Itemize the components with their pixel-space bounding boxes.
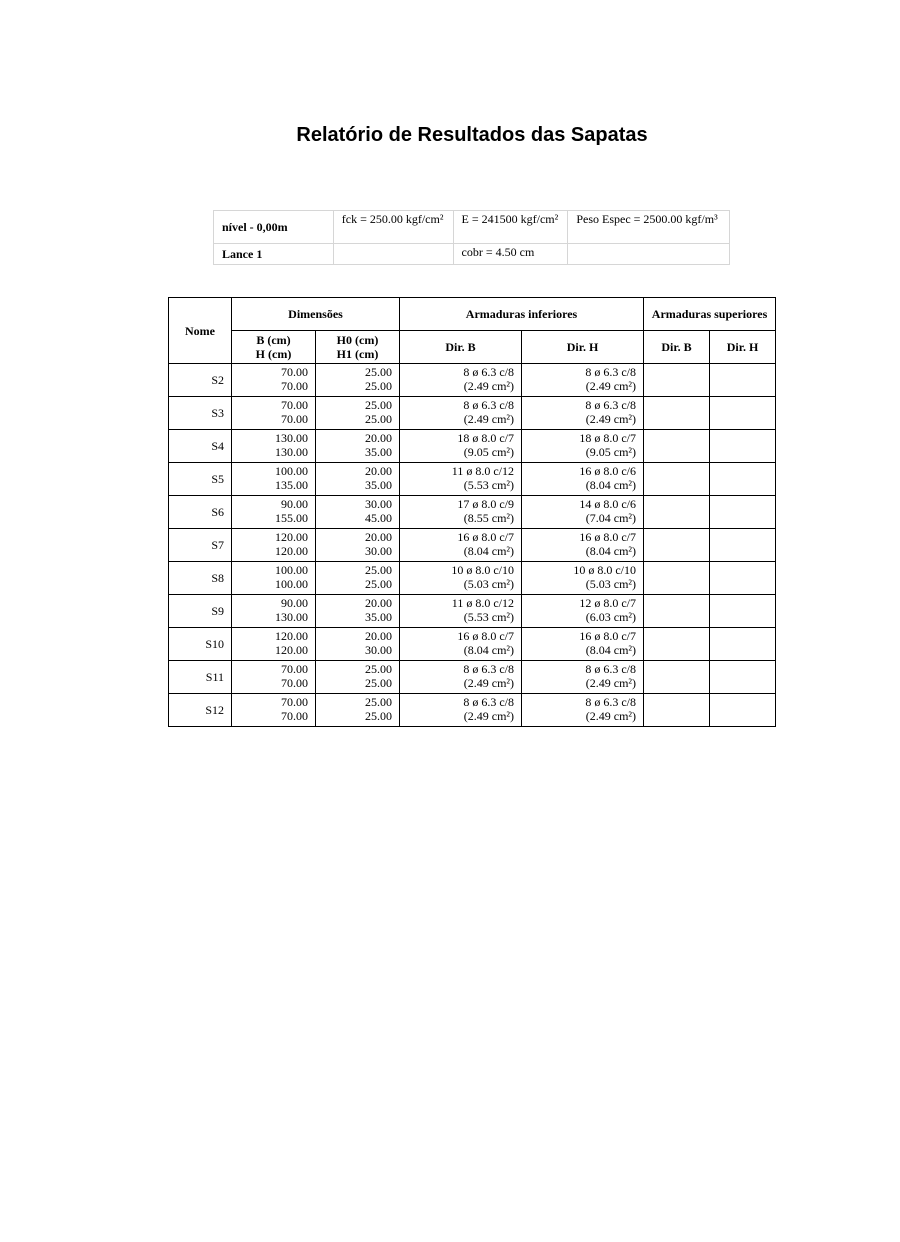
inf-dir-h-cell [522, 496, 644, 529]
dim-b-h-cell [232, 628, 316, 661]
dim-h1: 45.00 [365, 511, 393, 525]
sup-dir-b-cell [644, 397, 710, 430]
inf-dir-h-bars: 8 ø 6.3 c/8 [585, 662, 637, 676]
dim-b: 100.00 [275, 464, 308, 478]
inf-dir-b-bars: 8 ø 6.3 c/8 [463, 662, 515, 676]
dim-h0-h1-cell [316, 694, 400, 727]
header-dimensoes: Dimensões [232, 298, 400, 331]
inf-dir-b-area: (5.03 cm²) [463, 577, 515, 591]
inf-dir-b-area: (8.04 cm²) [463, 643, 515, 657]
inf-dir-b-area: (2.49 cm²) [463, 709, 515, 723]
inf-dir-b-cell [400, 496, 522, 529]
sup-dir-b-cell [644, 562, 710, 595]
inf-dir-h-bars: 18 ø 8.0 c/7 [579, 431, 637, 445]
footing-name: S9 [169, 595, 232, 628]
dim-b: 70.00 [281, 365, 308, 379]
footing-name: S11 [169, 661, 232, 694]
sup-dir-h-cell [710, 529, 776, 562]
dim-h0: 25.00 [365, 365, 393, 379]
inf-dir-b-cell [400, 628, 522, 661]
footing-name: S5 [169, 463, 232, 496]
inf-dir-b-area: (5.53 cm²) [463, 478, 515, 492]
lance-label: Lance 1 [214, 244, 334, 265]
inf-dir-b-cell [400, 562, 522, 595]
dim-h0-h1-cell [316, 562, 400, 595]
table-row [169, 463, 776, 496]
footing-name: S8 [169, 562, 232, 595]
inf-dir-b-bars: 16 ø 8.0 c/7 [457, 530, 515, 544]
dim-h1: 30.00 [365, 544, 393, 558]
dim-h0: 25.00 [365, 695, 393, 709]
inf-dir-h-cell [522, 364, 644, 397]
inf-dir-h-cell [522, 628, 644, 661]
inf-dir-h-bars: 8 ø 6.3 c/8 [585, 695, 637, 709]
dim-h0: 20.00 [365, 629, 393, 643]
project-info-table [213, 210, 730, 265]
dim-h0: 25.00 [365, 662, 393, 676]
dim-h: 70.00 [281, 412, 308, 426]
inf-dir-b-cell [400, 694, 522, 727]
sup-dir-b-cell [644, 430, 710, 463]
dim-b-h-cell [232, 694, 316, 727]
dim-h1: 35.00 [365, 478, 393, 492]
dim-b: 70.00 [281, 662, 308, 676]
dim-b-h-cell [232, 562, 316, 595]
dim-b-h-cell [232, 661, 316, 694]
inf-dir-b-bars: 10 ø 8.0 c/10 [451, 563, 515, 577]
dim-h1: 35.00 [365, 610, 393, 624]
inf-dir-b-bars: 8 ø 6.3 c/8 [463, 398, 515, 412]
dim-h0: 20.00 [365, 530, 393, 544]
dim-h1: 35.00 [365, 445, 393, 459]
dim-b: 90.00 [281, 497, 308, 511]
dim-b-h-cell [232, 595, 316, 628]
inf-dir-h-cell [522, 430, 644, 463]
dim-h0-h1-cell [316, 364, 400, 397]
inf-dir-h-bars: 16 ø 8.0 c/7 [579, 629, 637, 643]
inf-dir-h-area: (8.04 cm²) [585, 643, 637, 657]
inf-dir-b-area: (9.05 cm²) [463, 445, 515, 459]
inf-dir-b-cell [400, 595, 522, 628]
table-row [169, 595, 776, 628]
inf-dir-h-area: (8.04 cm²) [585, 544, 637, 558]
sup-dir-b-cell [644, 694, 710, 727]
inf-dir-b-bars: 11 ø 8.0 c/12 [451, 464, 515, 478]
inf-dir-b-cell [400, 529, 522, 562]
inf-dir-h-area: (2.49 cm²) [585, 412, 637, 426]
dim-b: 120.00 [275, 530, 308, 544]
inf-dir-b-cell [400, 364, 522, 397]
table-row [169, 430, 776, 463]
table-row [169, 397, 776, 430]
inf-dir-h-area: (5.03 cm²) [585, 577, 637, 591]
inf-dir-b-cell [400, 430, 522, 463]
inf-dir-h-cell [522, 595, 644, 628]
footing-name: S2 [169, 364, 232, 397]
inf-dir-b-cell [400, 397, 522, 430]
dim-h0: 25.00 [365, 398, 393, 412]
header-armaduras-superiores: Armaduras superiores [644, 298, 776, 331]
inf-dir-b-cell [400, 463, 522, 496]
inf-dir-h-area: (2.49 cm²) [585, 709, 637, 723]
dim-h1: 25.00 [365, 709, 393, 723]
inf-dir-h-bars: 16 ø 8.0 c/6 [579, 464, 637, 478]
footing-name: S4 [169, 430, 232, 463]
dim-h0-h1-cell [316, 496, 400, 529]
sup-dir-b-cell [644, 661, 710, 694]
inf-dir-b-bars: 8 ø 6.3 c/8 [463, 695, 515, 709]
header-b: B (cm) [256, 333, 291, 347]
specific-weight-value: Peso Espec = 2500.00 kgf/m³ [568, 211, 730, 244]
dim-h: 135.00 [275, 478, 308, 492]
dim-h: 120.00 [275, 544, 308, 558]
sup-dir-h-cell [710, 694, 776, 727]
header-armaduras-inferiores: Armaduras inferiores [400, 298, 644, 331]
sup-dir-h-cell [710, 397, 776, 430]
sup-dir-b-cell [644, 628, 710, 661]
dim-b-h-cell [232, 463, 316, 496]
inf-dir-h-bars: 16 ø 8.0 c/7 [579, 530, 637, 544]
inf-dir-h-cell [522, 463, 644, 496]
dim-h1: 25.00 [365, 676, 393, 690]
inf-dir-h-cell [522, 562, 644, 595]
table-row [169, 562, 776, 595]
dim-h0: 20.00 [365, 431, 393, 445]
dim-b: 130.00 [275, 431, 308, 445]
sup-dir-h-cell [710, 430, 776, 463]
inf-dir-b-bars: 8 ø 6.3 c/8 [463, 365, 515, 379]
inf-dir-h-bars: 10 ø 8.0 c/10 [573, 563, 637, 577]
empty-cell [568, 244, 730, 265]
dim-h: 155.00 [275, 511, 308, 525]
inf-dir-h-area: (2.49 cm²) [585, 379, 637, 393]
dim-b-h-cell [232, 529, 316, 562]
header-inf-dir-b: Dir. B [400, 331, 522, 364]
dim-h0-h1-cell [316, 661, 400, 694]
dim-h: 70.00 [281, 379, 308, 393]
header-inf-dir-h: Dir. H [522, 331, 644, 364]
dim-h1: 25.00 [365, 379, 393, 393]
inf-dir-b-area: (2.49 cm²) [463, 676, 515, 690]
sup-dir-h-cell [710, 463, 776, 496]
inf-dir-b-bars: 18 ø 8.0 c/7 [457, 431, 515, 445]
dim-b: 90.00 [281, 596, 308, 610]
header-nome: Nome [169, 298, 232, 364]
sup-dir-h-cell [710, 364, 776, 397]
dim-h: 120.00 [275, 643, 308, 657]
empty-cell [333, 244, 453, 265]
cover-value: cobr = 4.50 cm [453, 244, 568, 265]
sup-dir-b-cell [644, 595, 710, 628]
inf-dir-h-bars: 12 ø 8.0 c/7 [579, 596, 637, 610]
dim-b: 70.00 [281, 695, 308, 709]
inf-dir-h-cell [522, 661, 644, 694]
dim-b-h-cell [232, 430, 316, 463]
inf-dir-b-bars: 17 ø 8.0 c/9 [457, 497, 515, 511]
header-h0-h1 [316, 331, 400, 364]
table-row [169, 496, 776, 529]
table-row [169, 661, 776, 694]
dim-h0-h1-cell [316, 595, 400, 628]
dim-b-h-cell [232, 397, 316, 430]
footing-name: S12 [169, 694, 232, 727]
footing-name: S6 [169, 496, 232, 529]
modulus-value: E = 241500 kgf/cm² [453, 211, 568, 244]
inf-dir-b-bars: 11 ø 8.0 c/12 [451, 596, 515, 610]
inf-dir-b-area: (5.53 cm²) [463, 610, 515, 624]
dim-h0-h1-cell [316, 397, 400, 430]
dim-h0: 20.00 [365, 596, 393, 610]
inf-dir-h-area: (8.04 cm²) [585, 478, 637, 492]
inf-dir-b-bars: 16 ø 8.0 c/7 [457, 629, 515, 643]
level-label: nível - 0,00m [214, 211, 334, 244]
header-sup-dir-h: Dir. H [710, 331, 776, 364]
table-row [169, 364, 776, 397]
dim-b: 70.00 [281, 398, 308, 412]
table-row [169, 529, 776, 562]
dim-h: 130.00 [275, 610, 308, 624]
footing-name: S7 [169, 529, 232, 562]
header-b-h [232, 331, 316, 364]
inf-dir-h-area: (2.49 cm²) [585, 676, 637, 690]
dim-h0-h1-cell [316, 430, 400, 463]
dim-h0-h1-cell [316, 463, 400, 496]
sup-dir-h-cell [710, 496, 776, 529]
footing-name: S3 [169, 397, 232, 430]
inf-dir-h-cell [522, 397, 644, 430]
inf-dir-b-area: (8.04 cm²) [463, 544, 515, 558]
sup-dir-h-cell [710, 628, 776, 661]
dim-b: 120.00 [275, 629, 308, 643]
sup-dir-b-cell [644, 364, 710, 397]
dim-h1: 25.00 [365, 577, 393, 591]
inf-dir-h-cell [522, 694, 644, 727]
table-row [169, 694, 776, 727]
table-row [169, 628, 776, 661]
dim-b: 100.00 [275, 563, 308, 577]
sup-dir-b-cell [644, 496, 710, 529]
sup-dir-h-cell [710, 595, 776, 628]
fck-value: fck = 250.00 kgf/cm² [333, 211, 453, 244]
dim-h1: 25.00 [365, 412, 393, 426]
footing-name: S10 [169, 628, 232, 661]
header-h: H (cm) [255, 347, 292, 361]
dim-b-h-cell [232, 496, 316, 529]
dim-b-h-cell [232, 364, 316, 397]
inf-dir-b-area: (2.49 cm²) [463, 379, 515, 393]
dim-h0: 25.00 [365, 563, 393, 577]
dim-h0-h1-cell [316, 628, 400, 661]
sup-dir-b-cell [644, 529, 710, 562]
inf-dir-h-area: (6.03 cm²) [585, 610, 637, 624]
subheader-row [169, 331, 776, 364]
dim-h0: 20.00 [365, 464, 393, 478]
inf-dir-b-area: (2.49 cm²) [463, 412, 515, 426]
info-row [214, 244, 730, 265]
dim-h0: 30.00 [365, 497, 393, 511]
info-row [214, 211, 730, 244]
dim-h: 130.00 [275, 445, 308, 459]
dim-h: 100.00 [275, 577, 308, 591]
table-body [169, 364, 776, 727]
sup-dir-h-cell [710, 661, 776, 694]
header-sup-dir-b: Dir. B [644, 331, 710, 364]
header-h0: H0 (cm) [336, 333, 379, 347]
sup-dir-b-cell [644, 463, 710, 496]
inf-dir-h-area: (9.05 cm²) [585, 445, 637, 459]
header-row [169, 298, 776, 331]
inf-dir-b-cell [400, 661, 522, 694]
inf-dir-h-bars: 8 ø 6.3 c/8 [585, 398, 637, 412]
footings-results-table [168, 297, 776, 727]
sup-dir-h-cell [710, 562, 776, 595]
inf-dir-h-area: (7.04 cm²) [585, 511, 637, 525]
page-title: Relatório de Resultados das Sapatas [296, 124, 648, 146]
dim-h0-h1-cell [316, 529, 400, 562]
inf-dir-h-bars: 8 ø 6.3 c/8 [585, 365, 637, 379]
dim-h: 70.00 [281, 676, 308, 690]
inf-dir-h-cell [522, 529, 644, 562]
dim-h: 70.00 [281, 709, 308, 723]
inf-dir-b-area: (8.55 cm²) [463, 511, 515, 525]
dim-h1: 30.00 [365, 643, 393, 657]
inf-dir-h-bars: 14 ø 8.0 c/6 [579, 497, 637, 511]
header-h1: H1 (cm) [336, 347, 379, 361]
